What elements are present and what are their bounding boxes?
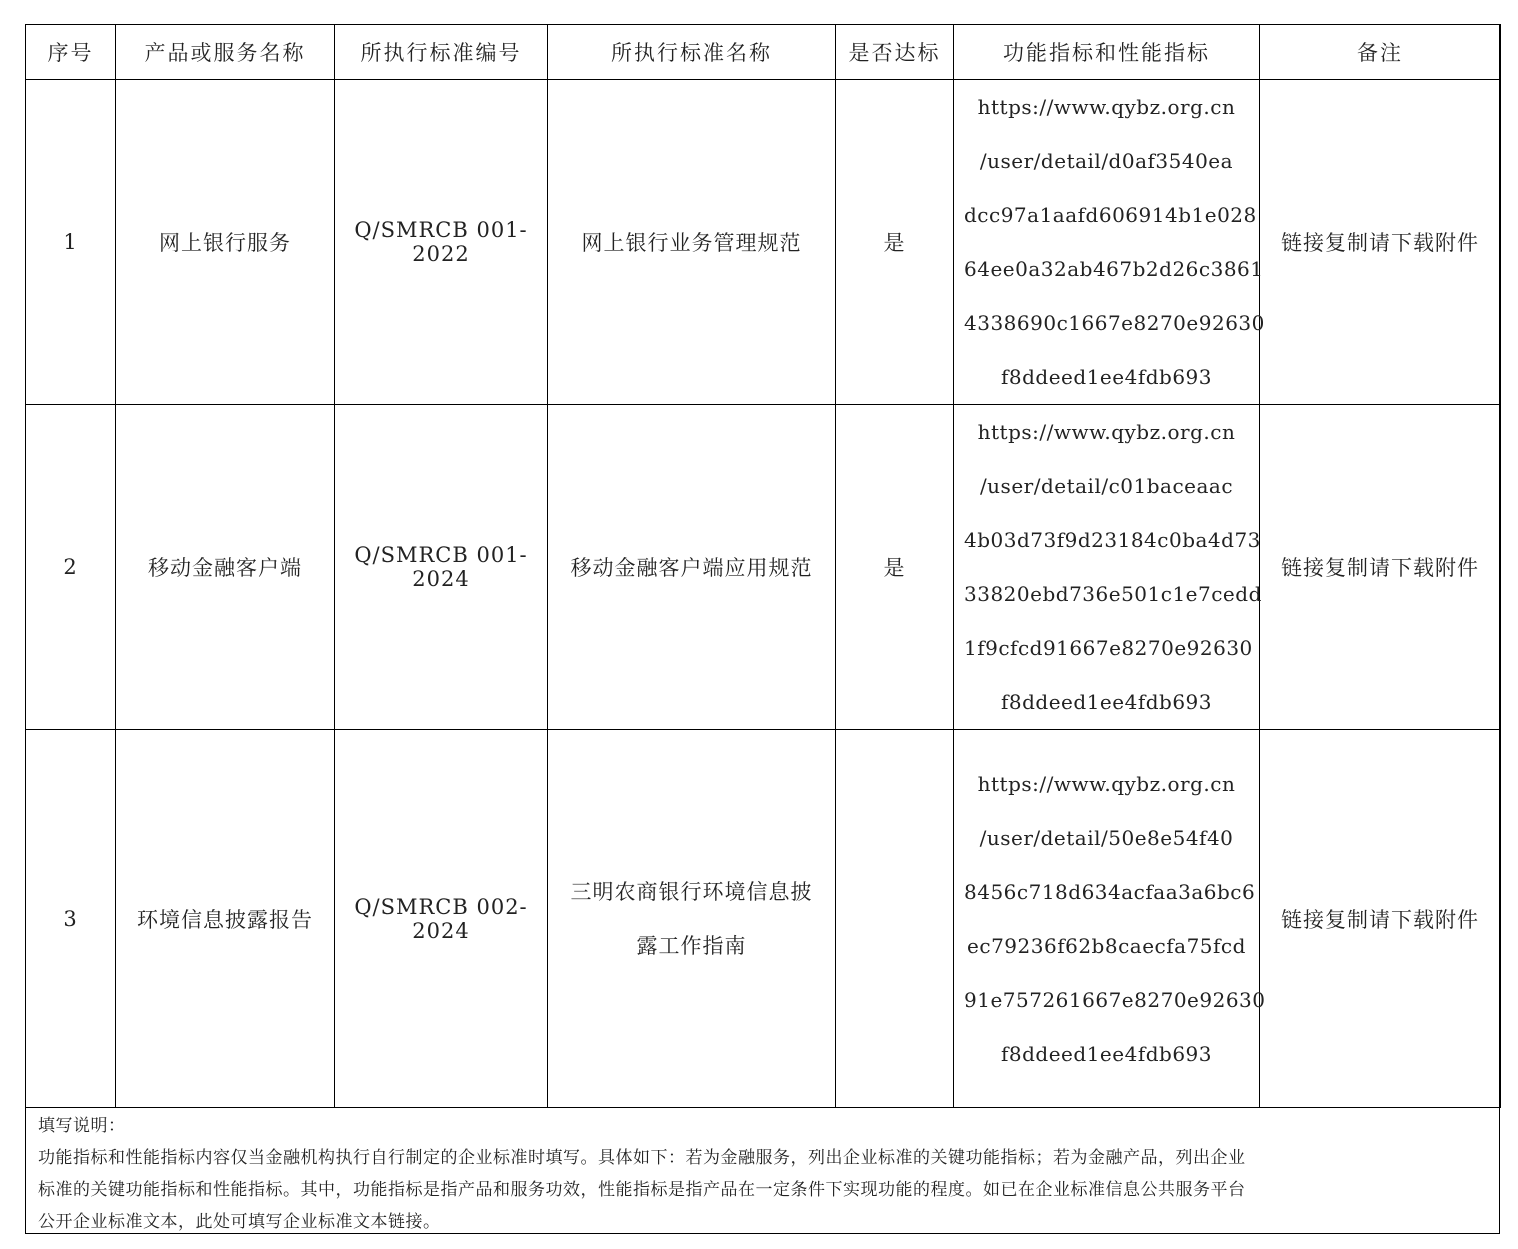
link-line: f8ddeed1ee4fdb693 xyxy=(1000,365,1212,389)
notes-line: 标准的关键功能指标和性能指标。其中，功能指标是指产品和服务功效，性能指标是指产品在一定条件下实现功能的程度。如已在企业标准信息公共服务平台 xyxy=(38,1180,1246,1200)
table-row xyxy=(26,405,1501,730)
row-note: 链接复制请下载附件 xyxy=(1260,80,1501,405)
header-note: 备注 xyxy=(1260,25,1501,80)
header-name: 产品或服务名称 xyxy=(116,25,335,80)
row-compliant: 是 xyxy=(836,405,954,730)
link-line: 64ee0a32ab467b2d26c3861 xyxy=(964,257,1264,281)
standards-sheet xyxy=(25,24,1500,1234)
link-line: ec79236f62b8caecfa75fcd xyxy=(967,933,1246,958)
row-compliant xyxy=(836,730,954,1108)
link-line: 4338690c1667e8270e92630 xyxy=(964,311,1265,335)
header-standard: 所执行标准名称 xyxy=(548,25,836,80)
header-compliant: 是否达标 xyxy=(836,25,954,80)
link-line: 4b03d73f9d23184c0ba4d73 xyxy=(964,528,1261,552)
link-line: https://www.qybz.org.cn xyxy=(977,771,1236,796)
link-line: 33820ebd736e501c1e7cedd xyxy=(964,582,1262,606)
row-index: 3 xyxy=(26,730,116,1108)
row-code: Q/SMRCB 001-2022 xyxy=(335,80,548,405)
row-link[interactable] xyxy=(954,405,1260,730)
notes-title: 填写说明： xyxy=(38,1116,126,1136)
row-index: 1 xyxy=(26,80,116,405)
row-compliant: 是 xyxy=(836,80,954,405)
link-line: https://www.qybz.org.cn xyxy=(977,420,1236,444)
notes-line: 公开企业标准文本，此处可填写企业标准文本链接。 xyxy=(38,1212,441,1232)
fill-instructions xyxy=(38,1110,1488,1238)
row-standard xyxy=(548,730,836,1108)
header-code: 所执行标准编号 xyxy=(335,25,548,80)
header-indicators: 功能指标和性能指标 xyxy=(954,25,1260,80)
standard-line: 露工作指南 xyxy=(636,933,747,958)
header-row xyxy=(26,25,1501,80)
link-line: 8456c718d634acfaa3a6bc6 xyxy=(964,879,1256,904)
link-line: https://www.qybz.org.cn xyxy=(977,95,1236,119)
link-line: f8ddeed1ee4fdb693 xyxy=(1000,690,1212,714)
row-name: 网上银行服务 xyxy=(116,80,335,405)
row-index: 2 xyxy=(26,405,116,730)
notes-line: 功能指标和性能指标内容仅当金融机构执行自行制定的企业标准时填写。具体如下：若为金融服务，列出企业标准的关键功能指标；若为金融产品，列出企业 xyxy=(38,1148,1246,1168)
row-link[interactable] xyxy=(954,80,1265,405)
row-note: 链接复制请下载附件 xyxy=(1260,405,1501,730)
row-name: 移动金融客户端 xyxy=(116,405,335,730)
standards-table xyxy=(25,24,1501,1108)
standard-line: 三明农商银行环境信息披 xyxy=(570,879,813,904)
row-standard: 移动金融客户端应用规范 xyxy=(548,405,836,730)
row-standard: 网上银行业务管理规范 xyxy=(548,80,836,405)
header-index: 序号 xyxy=(26,25,116,80)
link-line: 1f9cfcd91667e8270e92630 xyxy=(964,636,1253,660)
link-line: /user/detail/c01baceaac xyxy=(979,474,1234,498)
row-note: 链接复制请下载附件 xyxy=(1260,730,1501,1108)
link-line: f8ddeed1ee4fdb693 xyxy=(1000,1041,1212,1066)
row-code: Q/SMRCB 001-2024 xyxy=(335,405,548,730)
row-link[interactable] xyxy=(954,730,1266,1108)
link-line: /user/detail/d0af3540ea xyxy=(979,149,1234,173)
table-row xyxy=(26,730,1501,1108)
link-line: 91e757261667e8270e92630 xyxy=(964,987,1266,1012)
link-line: dcc97a1aafd606914b1e028 xyxy=(964,203,1257,227)
table-row xyxy=(26,80,1501,405)
row-code: Q/SMRCB 002-2024 xyxy=(335,730,548,1108)
link-line: /user/detail/50e8e54f40 xyxy=(979,825,1234,850)
row-name: 环境信息披露报告 xyxy=(116,730,335,1108)
